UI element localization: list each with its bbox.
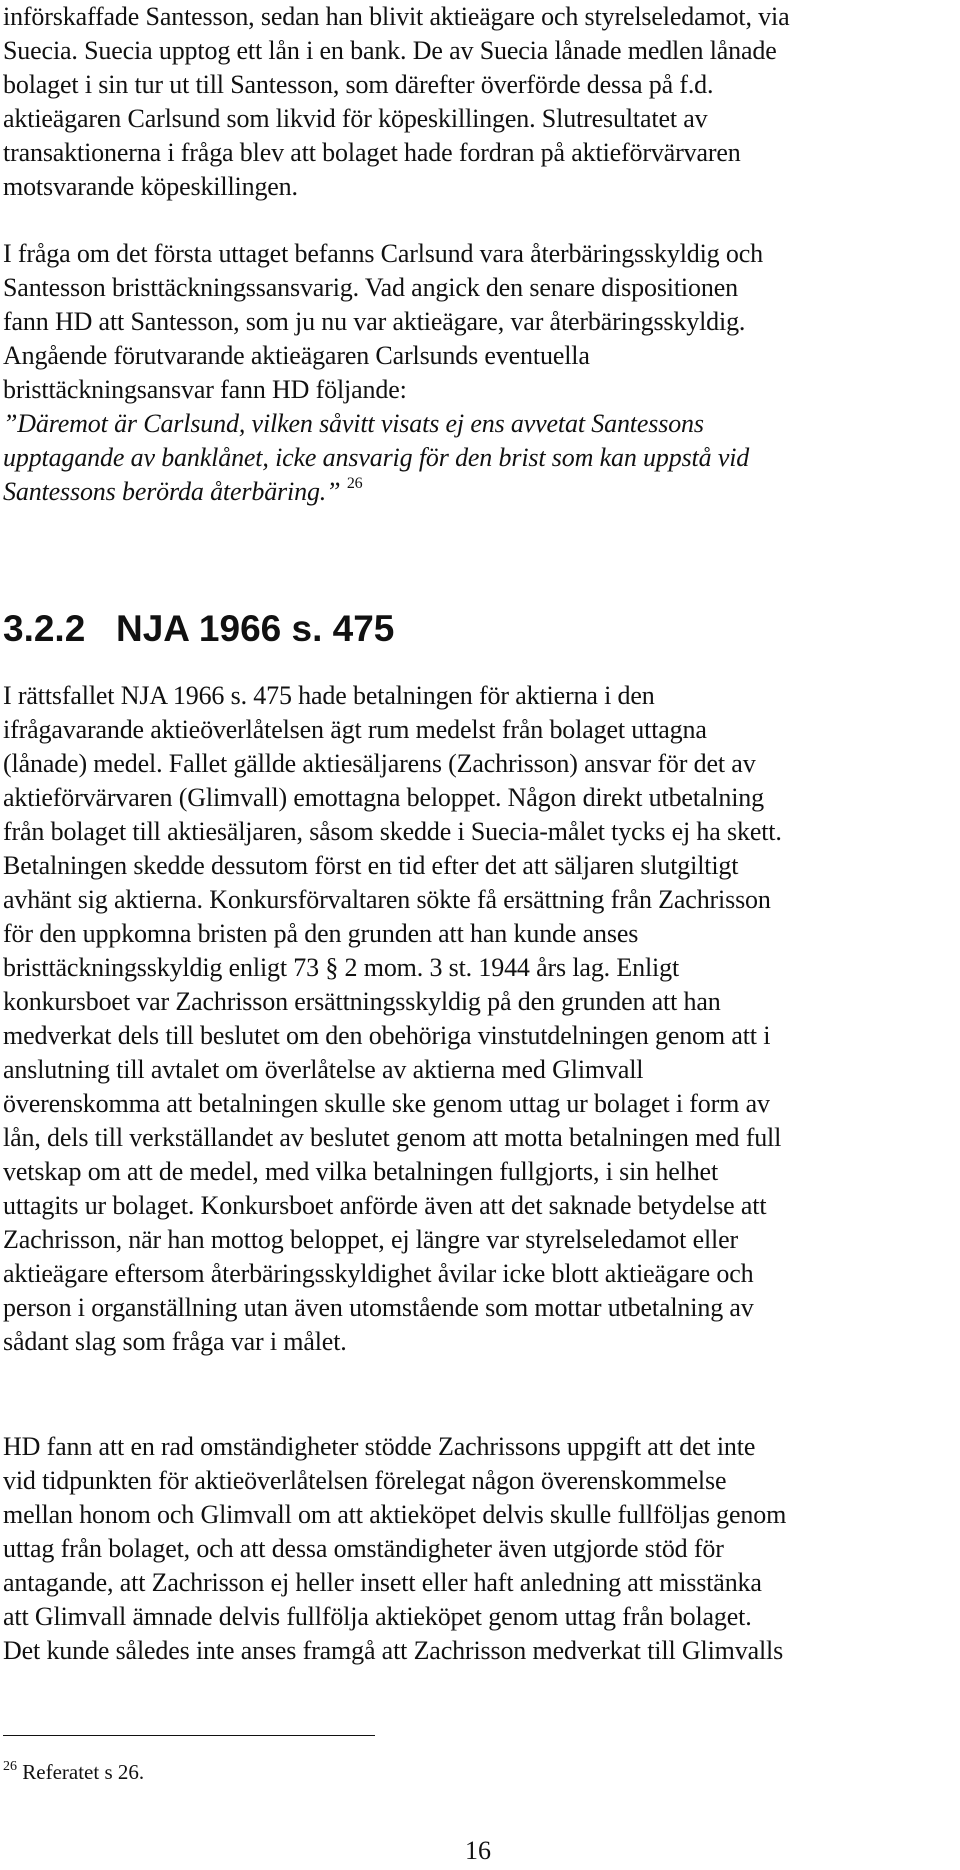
text-line: anslutning till avtalet om överlåtelse av aktierna med Glimvall	[3, 1055, 644, 1084]
text-line: person i organställning utan även utomstående som mottar utbetalning av	[3, 1293, 754, 1322]
text-line: aktieägare eftersom återbäringsskyldighet åvilar icke blott aktieägare och	[3, 1259, 754, 1288]
text-line: uttag från bolaget, och att dessa omständigheter även utgjorde stöd för	[3, 1534, 724, 1563]
footnote-number: 26	[3, 1759, 17, 1774]
footnote-divider	[3, 1735, 375, 1736]
text-line: antagande, att Zachrisson ej heller insett eller haft anledning att misstänka	[3, 1568, 762, 1597]
quote-line: upptagande av banklånet, icke ansvarig för den brist som kan uppstå vid	[3, 443, 750, 472]
text-line: I rättsfallet NJA 1966 s. 475 hade betalningen för aktierna i den	[3, 681, 655, 710]
text-line: avhänt sig aktierna. Konkursförvaltaren sökte få ersättning från Zachrisson	[3, 885, 771, 914]
text-line: Suecia. Suecia upptog ett lån i en bank. De av Suecia lånade medlen lånade	[3, 36, 777, 65]
text-line: uttagits ur bolaget. Konkursboet anförde även att det saknade betydelse att	[3, 1191, 767, 1220]
text-line: vid tidpunkten för aktieöverlåtelsen förelegat någon överenskommelse	[3, 1466, 727, 1495]
text-line: medverkat dels till beslutet om den obehöriga vinstutdelningen genom att i	[3, 1021, 771, 1050]
footnote	[3, 1758, 144, 1786]
text-line: Det kunde således inte anses framgå att Zachrisson medverkat till Glimvalls	[3, 1636, 784, 1665]
quote-text: Santessons berörda återbäring.”	[3, 477, 341, 506]
text-line: bolaget i sin tur ut till Santesson, som därefter överförde dessa på f.d.	[3, 70, 714, 99]
text-line: överenskomma att betalningen skulle ske genom uttag ur bolaget i form av	[3, 1089, 770, 1118]
text-line: ifrågavarande aktieöverlåtelsen ägt rum medelst från bolaget uttagna	[3, 715, 707, 744]
footnote-text: Referatet s 26.	[22, 1760, 145, 1784]
text-line: Zachrisson, när han mottog beloppet, ej längre var styrelseledamot eller	[3, 1225, 738, 1254]
text-line: bristtäckningsskyldig enligt 73 § 2 mom. 3 st. 1944 års lag. Enligt	[3, 953, 680, 982]
text-line: vetskap om att de medel, med vilka betalningen fullgjorts, i sin helhet	[3, 1157, 719, 1186]
text-line: lån, dels till verkställandet av beslutet genom att motta betalningen med full	[3, 1123, 782, 1152]
text-line: sådant slag som fråga var i målet.	[3, 1327, 347, 1356]
quote-line	[3, 475, 363, 509]
section-number: 3.2.2	[3, 608, 86, 649]
section-heading	[3, 607, 394, 651]
text-line: Santesson bristtäckningssansvarig. Vad angick den senare dispositionen	[3, 273, 738, 302]
text-line: Betalningen skedde dessutom först en tid efter det att säljaren slutgiltigt	[3, 851, 739, 880]
text-line: (lånade) medel. Fallet gällde aktiesäljarens (Zachrisson) ansvar för det av	[3, 749, 756, 778]
text-line: aktieägaren Carlsund som likvid för köpeskillingen. Slutresultatet av	[3, 104, 708, 133]
text-line: bristtäckningsansvar fann HD följande:	[3, 375, 407, 404]
text-line: införskaffade Santesson, sedan han blivit aktieägare och styrelseledamot, via	[3, 2, 790, 31]
text-line: konkursboet var Zachrisson ersättningsskyldig på den grunden att han	[3, 987, 721, 1016]
text-line: för den uppkomna bristen på den grunden att han kunde anses	[3, 919, 639, 948]
text-line: transaktionerna i fråga blev att bolaget hade fordran på aktieförvärvaren	[3, 138, 741, 167]
text-line: aktieförvärvaren (Glimvall) emottagna beloppet. Någon direkt utbetalning	[3, 783, 764, 812]
text-line: HD fann att en rad omständigheter stödde Zachrissons uppgift att det inte	[3, 1432, 756, 1461]
text-line: från bolaget till aktiesäljaren, såsom skedde i Suecia-målet tycks ej ha skett.	[3, 817, 782, 846]
footnote-reference: 26	[346, 475, 363, 492]
text-line: Angående förutvarande aktieägaren Carlsunds eventuella	[3, 341, 590, 370]
text-line: motsvarande köpeskillingen.	[3, 172, 298, 201]
text-line: mellan honom och Glimvall om att aktieköpet delvis skulle fullföljas genom	[3, 1500, 787, 1529]
text-line: I fråga om det första uttaget befanns Carlsund vara återbäringsskyldig och	[3, 239, 763, 268]
text-line: fann HD att Santesson, som ju nu var aktieägare, var återbäringsskyldig.	[3, 307, 746, 336]
page-number: 16	[465, 1836, 491, 1865]
quote-line: ”Däremot är Carlsund, vilken såvitt visats ej ens avvetat Santessons	[3, 409, 704, 438]
section-title: NJA 1966 s. 475	[116, 608, 395, 649]
text-line: att Glimvall ämnade delvis fullfölja aktieköpet genom uttag från bolaget.	[3, 1602, 752, 1631]
